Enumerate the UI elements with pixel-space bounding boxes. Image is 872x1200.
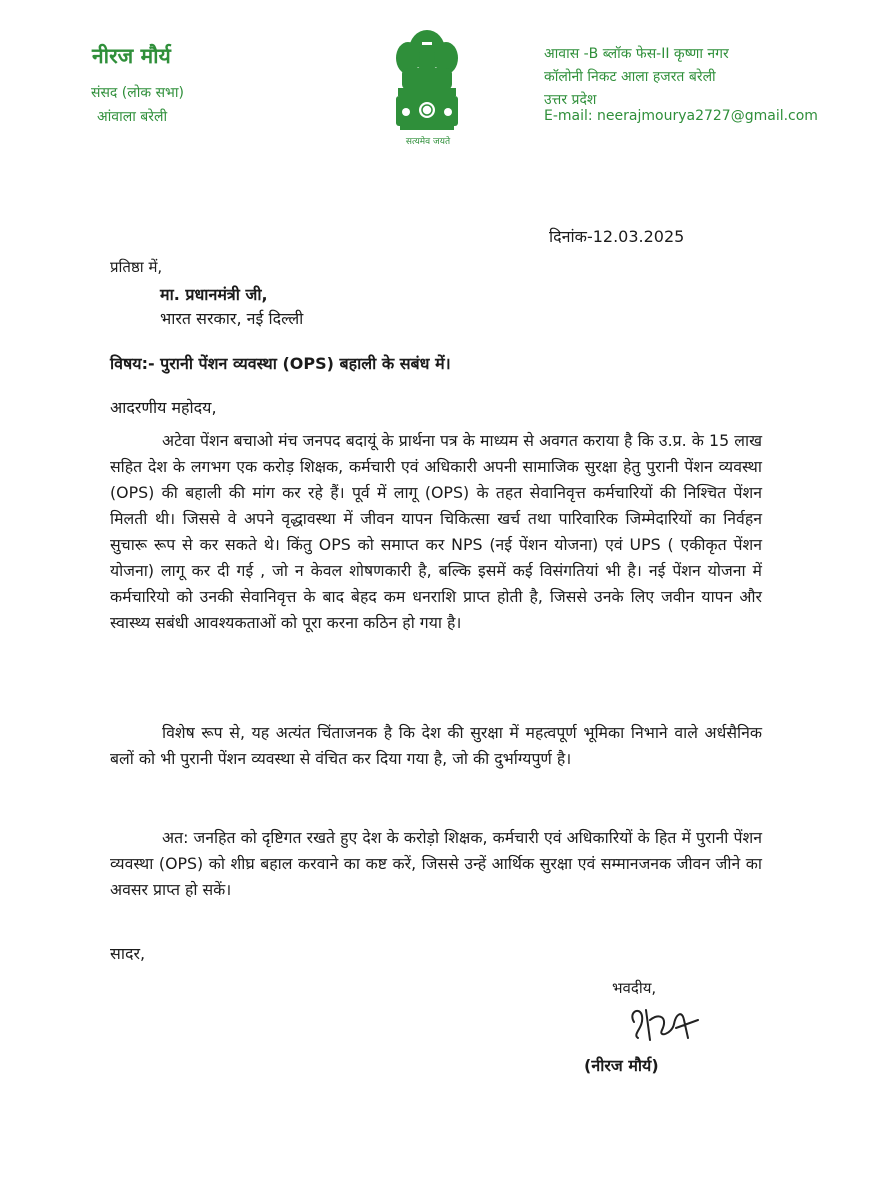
body-paragraph-3: अत: जनहित को दृष्टिगत रखते हुए देश के करोड़ो शिक्षक, कर्मचारी एवं अधिकारियों के हित में पुरानी पेंशन व्यवस्था (OPS) को शीघ्र बहाल करवाने का कष्ट करें, जिससे उन्हें आर्थिक सुरक्षा एवं सम्मानजनक जीवन जीने का अवसर प्राप्त हो सकें। [110, 828, 762, 899]
body-paragraph-1: अटेवा पेंशन बचाओ मंच जनपद बदायूं के प्रार्थना पत्र के माध्यम से अवगत कराया है कि उ.प्र. के 15 लाख सहित देश के लगभग एक करोड़ शिक्षक, कर्मचारी एवं अधिकारी अपनी सामाजिक सुरक्षा हेतु पुरानी पेंशन व्यवस्था (OPS) की बहाली की मांग कर रहे हैं। पूर्व में लागू (OPS) के तहत सेवानिवृत्त कर्मचारियों की निश्चित पेंशन मिलती थी। जिससे वे अपने वृद्धावस्था में जीवन यापन चिकित्सा खर्च तथा पारिवारिक जिम्मेदारियों का निर्वहन सुचारू रूप से कर सकते थे। किंतु OPS को समाप्त कर NPS (नई पेंशन योजना) एवं UPS ( एकीकृत पेंशन योजना) लागू कर दी गई , जो न केवल शोषणकारी है, बल्कि इसमें कई विसंगतियां भी है। नई पेंशन योजना में कर्मचारियो को उनकी सेवानिवृत्त के बाद बेहद कम धनराशि प्राप्त होती है, जिससे उनके लिए जवीन यापन और स्वास्थ्य सबंधी आवश्यकताओं को पूरा करना कठिन हो गया है। [110, 431, 762, 632]
letter-subject: विषय:- पुरानी पेंशन व्यवस्था (OPS) बहाली के सबंध में। [110, 354, 451, 373]
signoff-name: (नीरज मौर्य) [584, 1056, 659, 1075]
recipient-name: मा. प्रधानमंत्री जी, [160, 285, 268, 304]
address-line-1: आवास -B ब्लॉक फेस-II कृष्णा नगर [544, 46, 729, 62]
emblem-motto: सत्यमेव जयते [405, 137, 451, 147]
handwritten-signature-icon [612, 990, 732, 1050]
recipient-label: प्रतिष्ठा में, [110, 258, 163, 276]
signoff-label: भवदीय, [612, 979, 657, 997]
ashoka-emblem-icon [386, 24, 468, 152]
sender-name: नीरज मौर्य [92, 44, 171, 68]
recipient-org: भारत सरकार, नई दिल्ली [160, 309, 304, 328]
address-line-2: कॉलोनी निकट आला हजरत बरेली [544, 69, 716, 85]
salutation: आदरणीय महोदय, [110, 398, 217, 417]
closing: सादर, [110, 944, 146, 963]
sender-designation: संसद (लोक सभा) [91, 85, 184, 101]
body-paragraph-2: विशेष रूप से, यह अत्यंत चिंताजनक है कि देश की सुरक्षा में महत्वपूर्ण भूमिका निभाने वाले अर्धसैनिक बलों को भी पुरानी पेंशन व्यवस्था से वंचित कर दिया गया है, जो की दुर्भाग्यपुर्ण है। [110, 723, 762, 768]
letter-date: दिनांक-12.03.2025 [549, 227, 685, 246]
address-email: E-mail: neerajmourya2727@gmail.com [544, 108, 818, 124]
address-line-3: उत्तर प्रदेश [544, 92, 597, 108]
sender-location: आंवाला बरेली [97, 109, 168, 125]
